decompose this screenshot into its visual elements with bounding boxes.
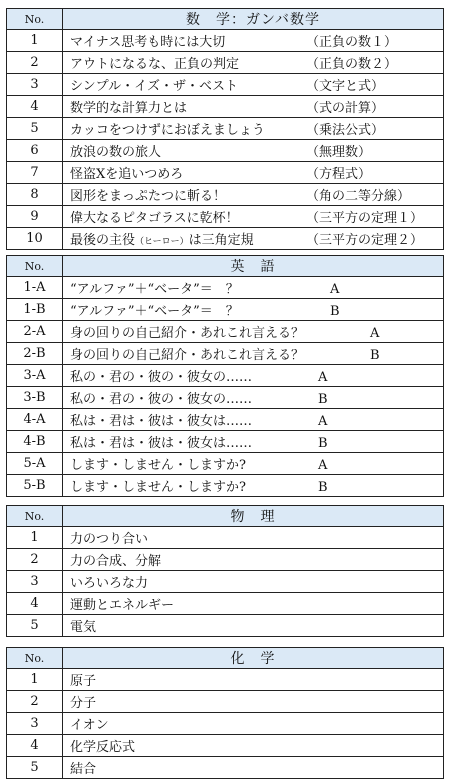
chemistry-title: 化 学: [63, 648, 444, 669]
row-number: 2: [7, 52, 63, 74]
lesson-version: A: [318, 370, 328, 385]
lesson-title: 数学的な計算力とは: [70, 101, 188, 116]
row-number: 2-B: [7, 343, 63, 365]
row-content: [63, 140, 444, 162]
row-content: [63, 74, 444, 96]
row-content: [63, 206, 444, 228]
table-row: [7, 691, 444, 713]
row-number: 5-B: [7, 475, 63, 497]
row-content: [63, 475, 444, 497]
row-number: 8: [7, 184, 63, 206]
row-number: 3: [7, 571, 63, 593]
lesson-title: 結合: [63, 757, 444, 779]
table-row: [7, 757, 444, 779]
lesson-unit: （式の計算）: [306, 101, 385, 116]
table-row: [7, 387, 444, 409]
row-number: 5-A: [7, 453, 63, 475]
row-number: 2: [7, 691, 63, 713]
table-row: [7, 162, 444, 184]
row-number: 3: [7, 713, 63, 735]
lesson-unit: （乗法公式）: [306, 123, 385, 138]
lesson-title: 図形をまっぷたつに斬る！: [70, 189, 227, 204]
table-row: [7, 527, 444, 549]
row-content: [63, 409, 444, 431]
row-content: [63, 184, 444, 206]
table-row: [7, 74, 444, 96]
lesson-title: 偉大なるピタゴラスに乾杯！: [70, 211, 239, 226]
row-number: 1-B: [7, 299, 63, 321]
row-content: [63, 52, 444, 74]
row-number: 9: [7, 206, 63, 228]
row-content: [63, 343, 444, 365]
row-number: 7: [7, 162, 63, 184]
table-row: [7, 475, 444, 497]
chemistry-no-header: No.: [7, 648, 63, 669]
table-row: [7, 52, 444, 74]
math-header-row: [7, 9, 444, 30]
lesson-title: 力のつり合い: [63, 527, 444, 549]
math-table: [6, 8, 444, 250]
lesson-title: カッコをつけずにおぼえましょう: [70, 123, 265, 138]
table-row: [7, 571, 444, 593]
lesson-title: いろいろな力: [63, 571, 444, 593]
lesson-unit: （三平方の定理２）: [306, 233, 424, 248]
row-number: 5: [7, 757, 63, 779]
lesson-title: “アルファ”＋“ベータ”＝ ？: [70, 304, 239, 319]
table-row: [7, 669, 444, 691]
table-row: [7, 184, 444, 206]
table-row: [7, 409, 444, 431]
lesson-title: 化学反応式: [63, 735, 444, 757]
row-number: 4: [7, 735, 63, 757]
english-table: [6, 255, 444, 497]
lesson-version: B: [318, 480, 328, 495]
row-content: [63, 277, 444, 299]
row-content: [63, 30, 444, 52]
lesson-title: 私の・君の・彼の・彼女の……: [70, 370, 253, 385]
row-number: 10: [7, 228, 63, 250]
lesson-title: イオン: [63, 713, 444, 735]
lesson-title-ruby: （ヒーロー）: [135, 237, 189, 247]
row-number: 5: [7, 615, 63, 637]
table-row: [7, 431, 444, 453]
table-row: [7, 453, 444, 475]
english-title: 英 語: [63, 256, 444, 277]
lesson-title: 力の合成、分解: [63, 549, 444, 571]
lesson-version: B: [318, 392, 328, 407]
table-row: [7, 321, 444, 343]
row-content: [63, 387, 444, 409]
row-content: [63, 228, 444, 250]
lesson-title: 運動とエネルギー: [63, 593, 444, 615]
lesson-title: します・しません・しますか?: [70, 480, 246, 495]
row-number: 1: [7, 527, 63, 549]
physics-no-header: No.: [7, 506, 63, 527]
lesson-title-part: は三角定規: [188, 233, 254, 248]
row-number: 3-A: [7, 365, 63, 387]
math-no-header: No.: [7, 9, 63, 30]
row-content: [63, 321, 444, 343]
table-row: [7, 735, 444, 757]
math-title: 数 学：ガンバ数学: [63, 9, 444, 30]
row-number: 1-A: [7, 277, 63, 299]
lesson-title: 身の回りの自己紹介・あれこれ言える？: [70, 326, 305, 341]
lesson-version: A: [330, 282, 340, 297]
row-number: 4: [7, 593, 63, 615]
table-row: [7, 593, 444, 615]
lesson-unit: （無理数）: [306, 145, 372, 160]
row-number: 5: [7, 118, 63, 140]
lesson-title: シンプル・イズ・ザ・ベスト: [70, 79, 239, 94]
lesson-title: 身の回りの自己紹介・あれこれ言える？: [70, 348, 305, 363]
lesson-title: アウトになるな、正負の判定: [70, 57, 240, 72]
lesson-title: 放浪の数の旅人: [70, 145, 162, 160]
chemistry-header-row: [7, 648, 444, 669]
english-header-row: [7, 256, 444, 277]
row-number: 3: [7, 74, 63, 96]
lesson-unit: （方程式）: [306, 167, 372, 182]
row-content: [63, 431, 444, 453]
lesson-title: “アルファ”＋“ベータ”＝ ？: [70, 282, 239, 297]
row-number: 2-A: [7, 321, 63, 343]
row-content: [63, 118, 444, 140]
table-row: [7, 277, 444, 299]
table-row: [7, 228, 444, 250]
lesson-unit: （角の二等分線）: [306, 189, 411, 204]
english-no-header: No.: [7, 256, 63, 277]
table-row: [7, 615, 444, 637]
lesson-title: 電気: [63, 615, 444, 637]
physics-table: [6, 505, 444, 637]
lesson-unit: （文字と式）: [306, 79, 385, 94]
row-content: [63, 365, 444, 387]
lesson-version: A: [370, 326, 380, 341]
table-row: [7, 206, 444, 228]
row-number: 2: [7, 549, 63, 571]
row-content: [63, 299, 444, 321]
table-row: [7, 299, 444, 321]
lesson-title: 私の・君の・彼の・彼女の……: [70, 392, 253, 407]
lesson-version: A: [318, 414, 328, 429]
lesson-title: 私は・君は・彼は・彼女は……: [70, 414, 253, 429]
table-row: [7, 549, 444, 571]
lesson-title: [70, 229, 306, 248]
row-content: [63, 96, 444, 118]
lesson-version: B: [330, 304, 340, 319]
row-number: 1: [7, 30, 63, 52]
lesson-title-part: 最後の主役: [70, 233, 136, 248]
table-row: [7, 343, 444, 365]
lesson-title: 分子: [63, 691, 444, 713]
row-content: [63, 453, 444, 475]
row-number: 4-A: [7, 409, 63, 431]
lesson-title: 怪盗Xを追いつめろ: [70, 167, 184, 182]
lesson-title: 原子: [63, 669, 444, 691]
lesson-unit: （正負の数１）: [306, 35, 398, 50]
physics-title: 物 理: [63, 506, 444, 527]
lesson-unit: （正負の数２）: [306, 57, 398, 72]
lesson-version: B: [370, 348, 380, 363]
lesson-title: マイナス思考も時には大切: [70, 35, 226, 50]
lesson-version: B: [318, 436, 328, 451]
row-content: [63, 162, 444, 184]
table-row: [7, 365, 444, 387]
row-number: 4: [7, 96, 63, 118]
table-row: [7, 118, 444, 140]
lesson-title: 私は・君は・彼は・彼女は……: [70, 436, 253, 451]
row-number: 3-B: [7, 387, 63, 409]
lesson-title: します・しません・しますか?: [70, 458, 246, 473]
table-row: [7, 140, 444, 162]
table-row: [7, 96, 444, 118]
chemistry-table: [6, 647, 444, 779]
physics-header-row: [7, 506, 444, 527]
table-row: [7, 30, 444, 52]
row-number: 4-B: [7, 431, 63, 453]
row-number: 1: [7, 669, 63, 691]
lesson-unit: （三平方の定理１）: [306, 211, 424, 226]
table-row: [7, 713, 444, 735]
row-number: 6: [7, 140, 63, 162]
lesson-version: A: [318, 458, 328, 473]
